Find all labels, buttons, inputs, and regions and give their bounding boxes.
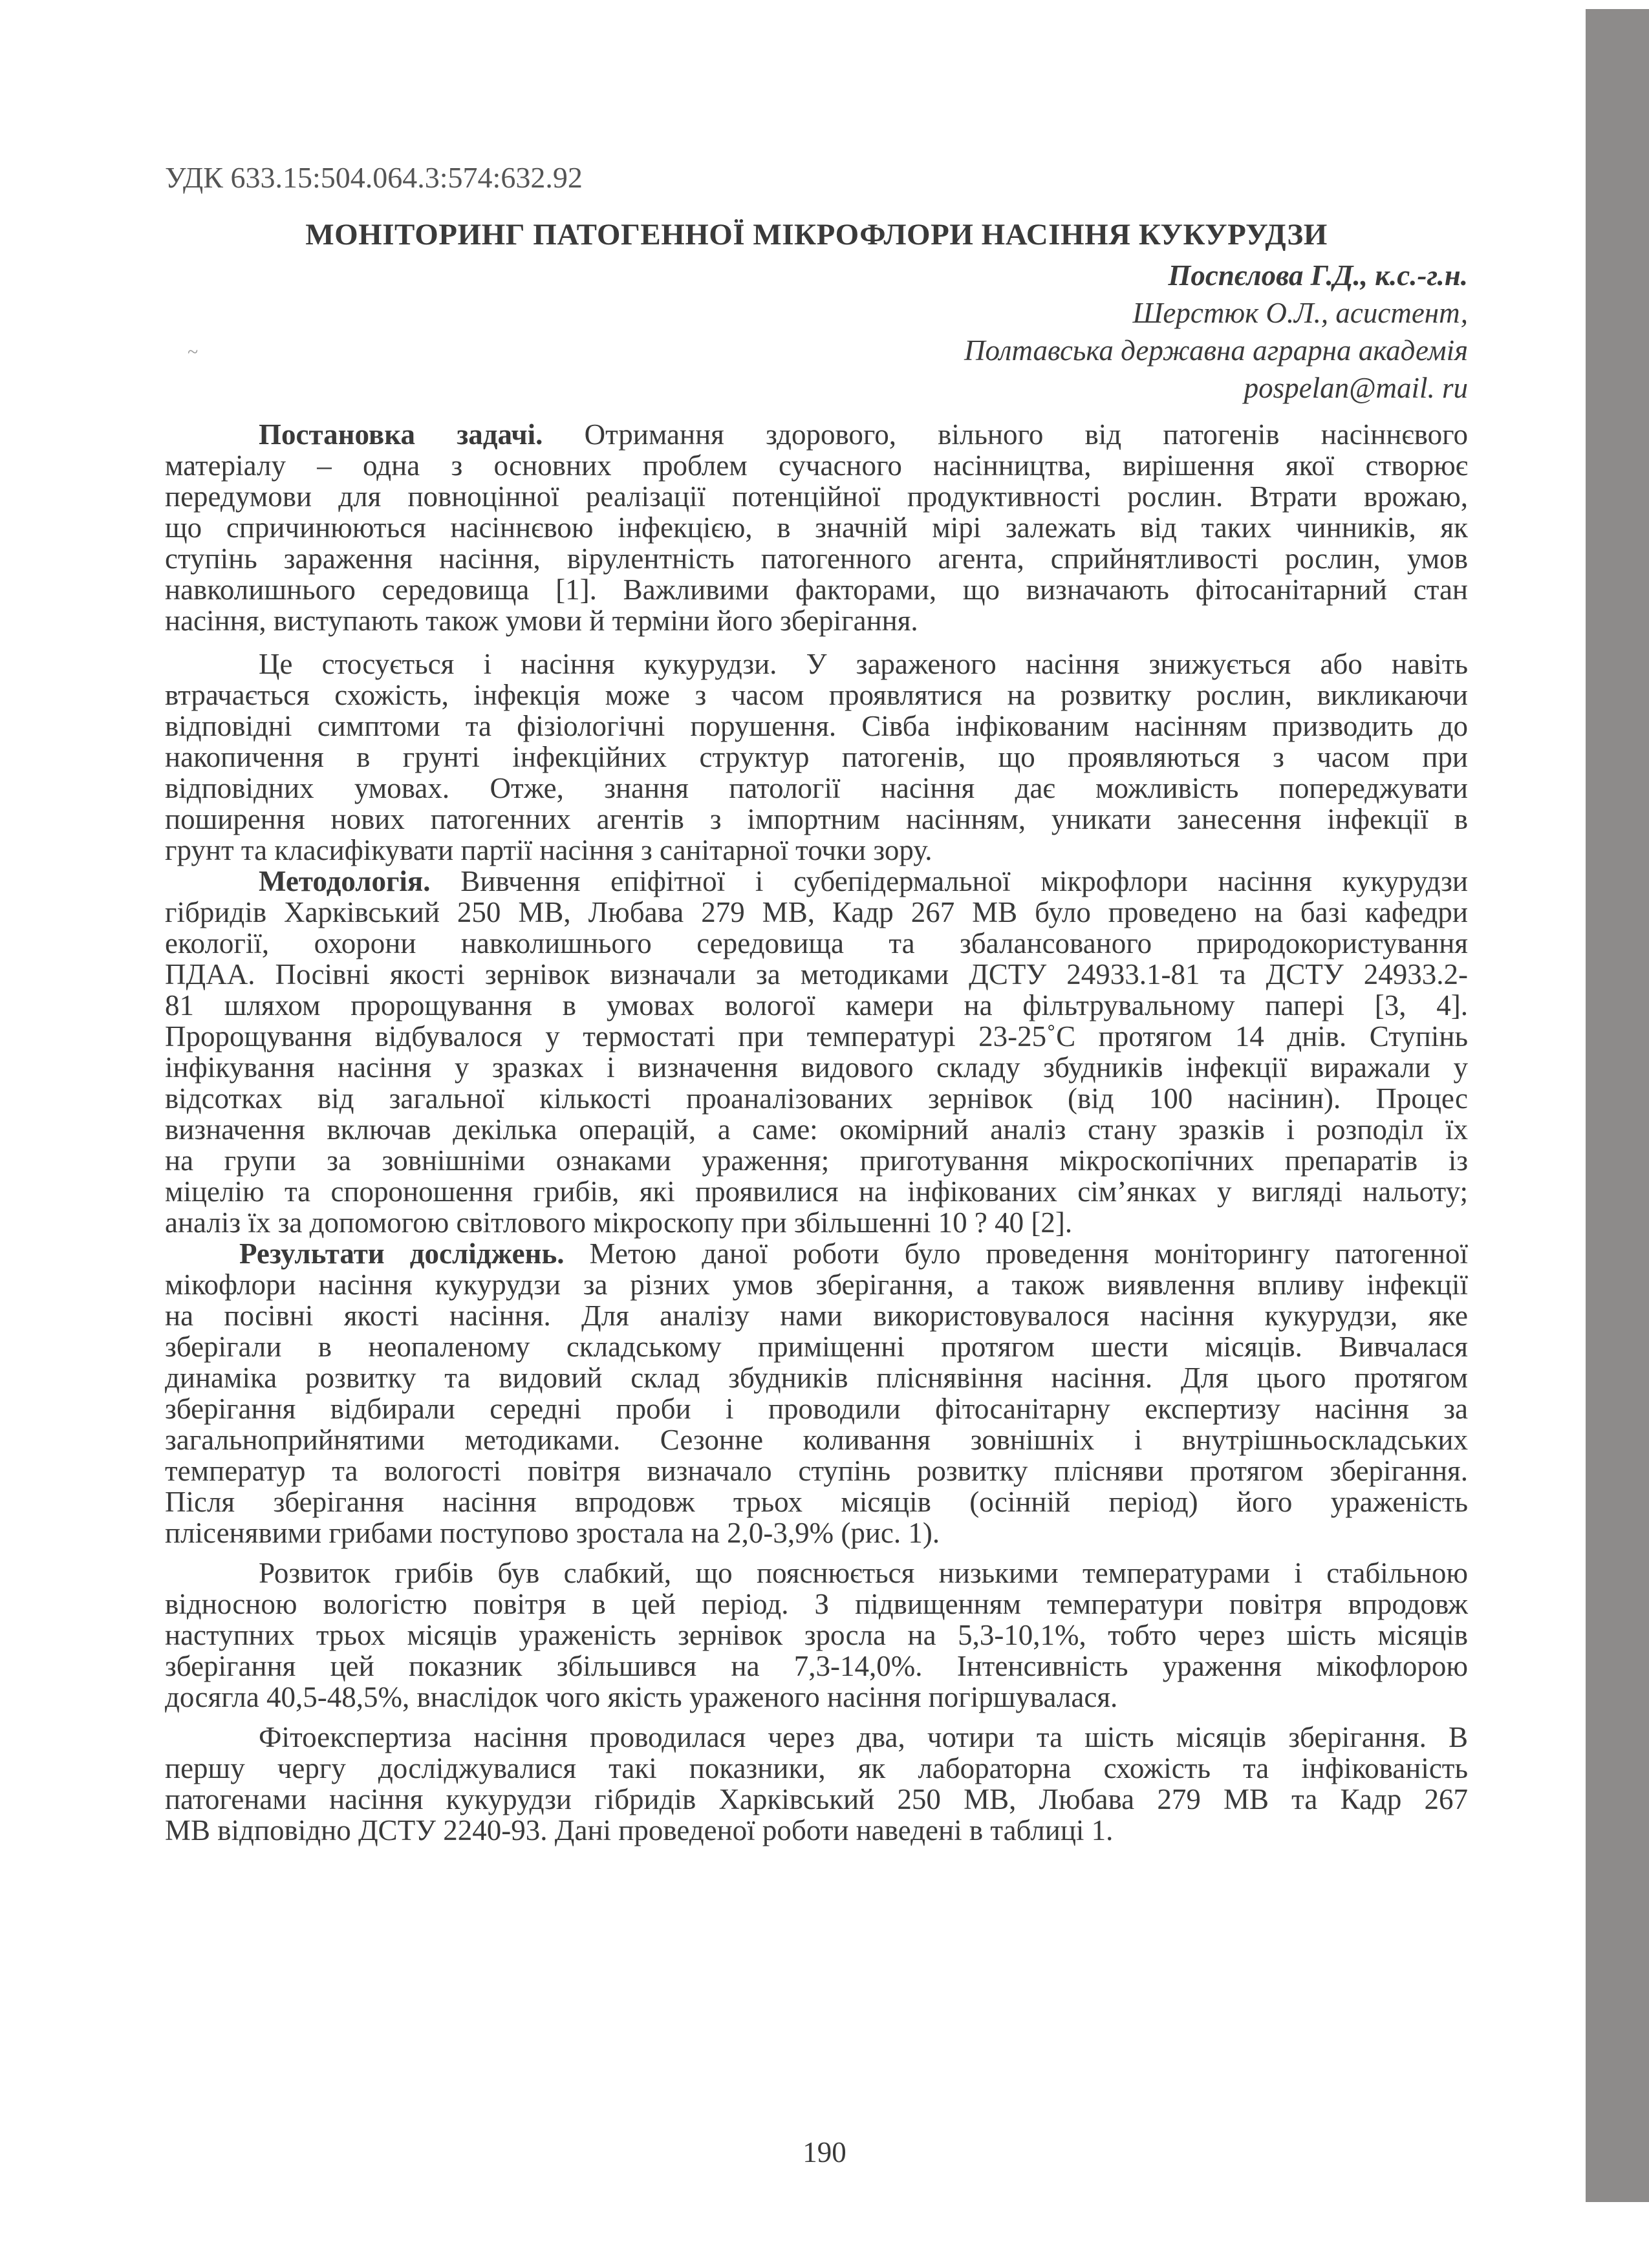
text-line: температур та вологості повітря визначало ступінь розвитку плісняви протягом зберігання. (165, 1455, 1468, 1487)
text-line: ПДАА. Посівні якості зернівок визначали за методиками ДСТУ 24933.1-81 та ДСТУ 24933.2- (165, 958, 1468, 990)
text-line: Методологія. Вивчення епіфітної і субепідермальної мікрофлори насіння кукурудзи (259, 865, 1468, 897)
text-line: зберігання відбирали середні проби і проводили фітосанітарну експертизу насіння за (165, 1393, 1468, 1425)
author-1: Поспєлова Г.Д., к.с.-г.н. (1168, 259, 1468, 292)
text-line: Фітоекспертиза насіння проводилася через два, чотири та шість місяців зберігання. В (259, 1721, 1468, 1753)
text-line: Після зберігання насіння впродовж трьох місяців (осінній період) його ураженість (165, 1486, 1468, 1518)
text-line: відносною вологістю повітря в цей період. З підвищенням температури повітря впродовж (165, 1588, 1468, 1620)
affiliation: Полтавська державна аграрна академія (964, 334, 1468, 367)
text-line: грунт та класифікувати партії насіння з санітарної точки зору. (165, 834, 932, 866)
section-heading: Результати досліджень. (239, 1237, 565, 1270)
text-line: Розвиток грибів був слабкий, що пояснюється низькими температурами і стабільною (259, 1557, 1468, 1589)
page-number: 190 (803, 2136, 846, 2168)
text-line: аналіз їх за допомогою світлового мікроскопу при збільшенні 10 ? 40 [2]. (165, 1206, 1073, 1239)
section-heading: Методологія. (259, 865, 431, 897)
text-line: Постановка задачі. Отримання здорового, вільного від патогенів насіннєвого (259, 418, 1468, 451)
scanner-edge-strip (1586, 9, 1649, 2202)
text-line: першу чергу досліджувалися такі показники, як лабораторна схожість та інфікованість (165, 1752, 1468, 1784)
text-line: на групи за зовнішніми ознаками ураження; приготування мікроскопічних препаратів із (165, 1144, 1468, 1177)
text-line: Результати досліджень. Метою даної роботи було проведення моніторингу патогенної (239, 1237, 1468, 1270)
text-line: насіння, виступають також умови й терміни його зберігання. (165, 604, 918, 637)
text-line: інфікування насіння у зразках і визначення видового складу збудників інфекції виражали у (165, 1051, 1468, 1084)
text-line: зберігали в неопаленому складському приміщенні протягом шести місяців. Вивчалася (165, 1331, 1468, 1363)
text-line: відповідні симптоми та фізіологічні порушення. Сівба інфікованим насінням призводить до (165, 710, 1468, 742)
text-line: динаміка розвитку та видовий склад збудників пліснявіння насіння. Для цього протягом (165, 1362, 1468, 1394)
section-heading: Постановка задачі. (259, 418, 543, 451)
text-line: ступінь зараження насіння, вірулентність патогенного агента, сприйнятливості рослин, умов (165, 542, 1468, 575)
text-line: визначення включав декілька операцій, а саме: окомірний аналіз стану зразків і розподіл їх (165, 1113, 1468, 1146)
text-line: на посівні якості насіння. Для аналізу нами використовувалося насіння кукурудзи, яке (165, 1300, 1468, 1332)
text-line: навколишнього середовища [1]. Важливими факторами, що визначають фітосанітарний стан (165, 573, 1468, 606)
text-line: МВ відповідно ДСТУ 2240-93. Дані проведеної роботи наведені в таблиці 1. (165, 1814, 1114, 1846)
text-line: поширення нових патогенних агентів з імпортним насінням, уникати занесення інфекції в (165, 803, 1468, 835)
text-line: міцелію та спороношення грибів, які проявилися на інфікованих сім’янках у вигляді нальоту; (165, 1175, 1468, 1208)
text-line: що спричинюються насіннєвою інфекцією, в значній мірі залежать від таких чинників, як (165, 511, 1468, 544)
text-line: екології, охорони навколишнього середовища та збалансованого природокористування (165, 927, 1468, 959)
text-line: передумови для повноцінної реалізації потенційної продуктивності рослин. Втрати врожаю, (165, 480, 1468, 513)
text-line: накопичення в грунті інфекційних структур патогенів, що проявляються з часом при (165, 741, 1468, 773)
text-line: відповідних умовах. Отже, знання патології насіння дає можливість попереджувати (165, 772, 1468, 804)
text-line: 81 шляхом пророщування в умовах вологої камери на фільтрувальному папері [3, 4]. (165, 989, 1468, 1022)
text-line: гібридів Харківський 250 МВ, Любава 279 МВ, Кадр 267 МВ було проведено на базі кафедри (165, 896, 1468, 928)
author-2: Шерстюк О.Л., асистент, (1132, 297, 1468, 329)
text-line: втрачається схожість, інфекція може з часом проявлятися на розвитку рослин, викликаючи (165, 679, 1468, 711)
text-line: плісенявими грибами поступово зростала на 2,0-3,9% (рис. 1). (165, 1517, 940, 1549)
text-line: патогенами насіння кукурудзи гібридів Харківський 250 МВ, Любава 279 МВ та Кадр 267 (165, 1783, 1468, 1815)
text-line: досягла 40,5-48,5%, внаслідок чого якість ураженого насіння погіршувалася. (165, 1681, 1118, 1713)
author-email: pospelan@mail. ru (1244, 372, 1468, 404)
text-line: матеріалу – одна з основних проблем сучасного насінництва, вирішення якої створює (165, 449, 1468, 482)
text-line: Пророщування відбувалося у термостаті при температурі 23-25˚С протягом 14 днів. Ступінь (165, 1020, 1468, 1053)
text-line: відсотках від загальної кількості проаналізованих зернівок (від 100 насінин). Процес (165, 1082, 1468, 1115)
udc-code: УДК 633.15:504.064.3:574:632.92 (165, 161, 583, 194)
article-title: МОНІТОРИНГ ПАТОГЕННОЇ МІКРОФЛОРИ НАСІННЯ КУКУРУДЗИ (305, 218, 1328, 251)
scan-mark: ~ (188, 341, 199, 363)
text-line: Це стосується і насіння кукурудзи. У зараженого насіння знижується або навіть (259, 648, 1468, 680)
text-line: загальноприйнятими методиками. Сезонне коливання зовнішніх і внутрішньоскладських (165, 1424, 1468, 1456)
text-line: зберігання цей показник збільшився на 7,3-14,0%. Інтенсивність ураження мікофлорою (165, 1650, 1468, 1682)
text-line: мікофлори насіння кукурудзи за різних умов зберігання, а також виявлення впливу інфекції (165, 1268, 1468, 1301)
text-line: наступних трьох місяців ураженість зернівок зросла на 5,3-10,1%, тобто через шість місяців (165, 1619, 1468, 1651)
